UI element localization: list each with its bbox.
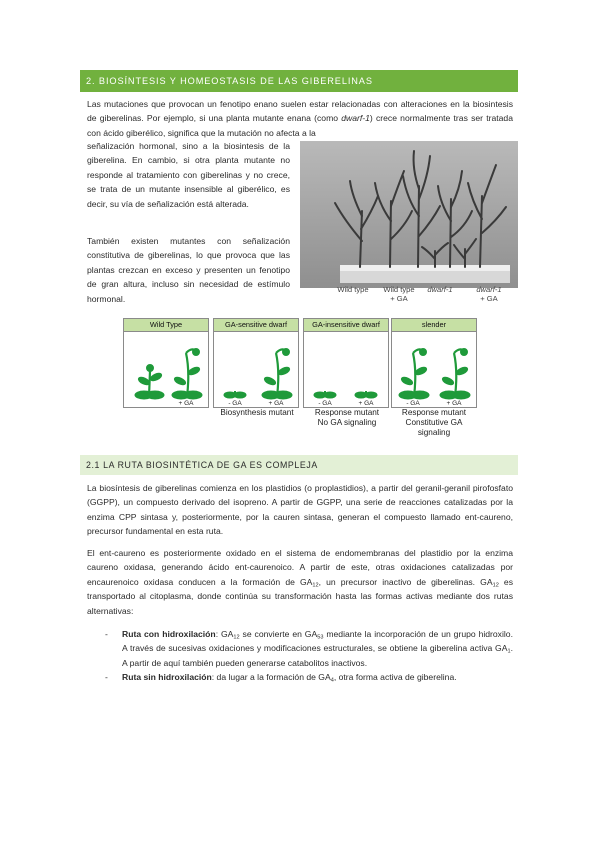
panel-label-plus-ga: + GA	[178, 400, 194, 407]
photo-label-wild-type-ga: Wild type + GA	[383, 285, 415, 303]
list-item: - Ruta sin hidroxilación: da lugar a la formación de $GA_4$, otra forma activa de giberelina.	[105, 672, 457, 684]
photo-label-wild-type: Wild type	[337, 285, 369, 294]
plants-illustration	[124, 331, 208, 407]
panel-label-minus-ga: - GA	[228, 400, 242, 407]
mutant-name: dwarf-1	[341, 113, 370, 124]
panel-label-plus-ga: + GA	[358, 400, 374, 407]
maize-dwarf-photo	[300, 141, 518, 288]
intro-paragraph-continued: señalización hormonal, sino a la biosintesis de la giberelina. En cambio, si otra planta mutante no responde al tratamiento con giberelinas y no crece, se trata de un mutante insensible al giberélico, es decir, su vía de señalización está alterada.	[87, 141, 290, 209]
panel-title: GA-sensitive dwarf	[214, 319, 298, 332]
caption-response-mutant-constitutive: Response mutant Constitutive GA signaling	[401, 408, 467, 437]
ga-mutant-diagram	[123, 318, 477, 446]
caption-response-mutant-no-signaling: Response mutant No GA signaling	[314, 408, 380, 427]
plants-illustration	[392, 331, 476, 407]
plants-illustration	[304, 331, 388, 407]
list-item: - Ruta con hidroxilación: $GA_{12}$ se convierte en $GA_{53}$ mediante la incorporación de un grupo hidroxilo. A través de sucesivas oxidaciones y modificaciones estructurales, se obtiene la giberelina activa $GA_1$. A partir de aquí también pueden generarse catabolitos inactivos.	[105, 629, 513, 668]
panel-title: Wild Type	[124, 319, 208, 332]
panel-label-minus-ga: - GA	[406, 400, 420, 407]
panel-label-plus-ga: + GA	[446, 400, 462, 407]
plants-illustration	[214, 331, 298, 407]
panel-slender	[391, 318, 477, 408]
section-heading: 2. BIOSÍNTESIS Y HOMEOSTASIS DE LAS GIBERELINAS	[80, 70, 518, 92]
panel-label-plus-ga: + GA	[268, 400, 284, 407]
panel-ga-insensitive-dwarf	[303, 318, 389, 408]
biosynthesis-paragraph: La biosíntesis de giberelinas comienza en los plastidios (o proplastidios), a partir del geranil-geranil pirofosfato (GGPP), un compuesto derivado del isopreno. A partir de GGPP, una serie de reacciones catalizadas por la enzima CPP sintasa y, posteriormente, por la cauren sintasa, generan el compuesto llamado ent-caureno, precursor fundamental en esta ruta.	[87, 483, 513, 537]
panel-label-minus-ga: - GA	[318, 400, 332, 407]
caption-biosynthesis-mutant: Biosynthesis mutant	[220, 408, 294, 417]
oxidation-paragraph: El ent-caureno es posteriormente oxidado en el sistema de endomembranas del plastidio por la enzima caureno oxidasa, generando ácido ent-caurenoico. A partir de este, otras oxidaciones catalizadas por encaurenoico oxidasa conducen a la formación de $GA_{12}$, un precursor inactivo de giberelinas. $GA_{12}$ es transportado al citoplasma, donde continúa su transformación hasta las formas activas mediante dos rutas alternativas:	[87, 548, 513, 616]
panel-title: GA-insensitive dwarf	[304, 319, 388, 332]
panel-wild-type	[123, 318, 209, 408]
panel-ga-sensitive-dwarf	[213, 318, 299, 408]
photo-label-dwarf1-ga: dwarf-1 + GA	[476, 285, 502, 303]
panel-title: slender	[392, 319, 476, 332]
subsection-heading: 2.1 LA RUTA BIOSINTÉTICA DE GA ES COMPLEJA	[80, 455, 518, 475]
constitutive-signaling-paragraph: También existen mutantes con señalización constitutiva de giberelinas, lo que provoca que las plantas crezcan en exceso y presenten un fenotipo de gran altura, incluso sin necesidad de estímulo hormonal.	[87, 236, 290, 304]
intro-paragraph: Las mutaciones que provocan un fenotipo enano suelen estar relacionadas con alteraciones en la biosintesis de giberelinas. Por ejemplo, si una planta mutante enana (como dwarf-1) crece normalmente tras ser tratada con ácido giberélico, significa que la mutación no afecta a la	[87, 99, 513, 138]
pathway-list	[87, 627, 513, 685]
photo-label-dwarf1: dwarf-1	[427, 285, 453, 294]
